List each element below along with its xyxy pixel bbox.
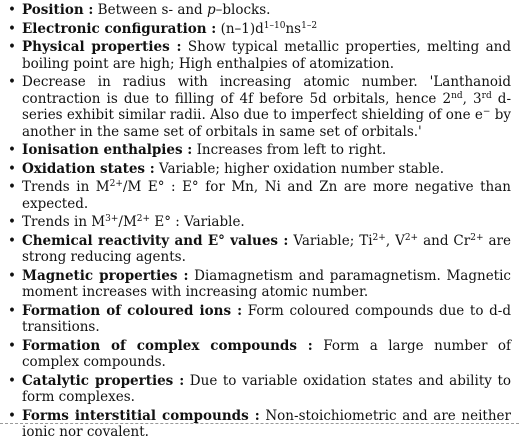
item-text: /M (118, 214, 137, 230)
superscript: 1–10 (263, 20, 286, 31)
item-text: d-series exhibit similar radii. Also due to imperfect shielding of one e (22, 90, 512, 123)
item-text: ns (285, 20, 302, 37)
item-text: Non-stoichiometric and are neither ionic nor covalent. (22, 407, 511, 440)
item-italic: p (207, 2, 216, 18)
term-label: Electronic configuration : (22, 20, 217, 37)
term-label: Ionisation enthalpies : (22, 142, 193, 158)
term-label: Formation of complex compounds : (22, 337, 313, 354)
term-label: Forms interstitial compounds : (22, 407, 260, 424)
item-text: Increases from left to right. (192, 142, 387, 158)
term-label: Formation of coloured ions : (22, 302, 243, 319)
item-text: Decrease in radius with increasing atomic number. 'Lanthanoid contraction is due to filling of 4f before 5d orbitals, hence 2 (22, 74, 511, 107)
item-text-tail: –blocks. (215, 2, 271, 18)
item-text: , V (385, 232, 405, 249)
list-item-position (22, 2, 511, 19)
superscript: 1–2 (301, 20, 318, 31)
superscript: 2+ (136, 214, 151, 224)
superscript: 2+ (372, 232, 386, 243)
superscript: 3+ (105, 214, 119, 224)
list-item-trends-m3 (22, 214, 511, 231)
item-text: Trends in M (22, 214, 106, 230)
list-item-oxidation-states (22, 161, 511, 178)
term-label: Chemical reactivity and E° values : (22, 232, 289, 249)
list-item-interstitial-compounds (22, 408, 511, 441)
term-label: Position : (22, 2, 94, 18)
item-text: (n–1)d (216, 20, 264, 37)
item-text: Form a large number of complex compounds. (22, 337, 511, 370)
superscript: − (482, 107, 491, 117)
list-item-complex-compounds (22, 338, 511, 371)
item-text: Trends in M (22, 179, 110, 195)
term-label: Catalytic properties : (22, 372, 185, 389)
bottom-divider (0, 423, 519, 424)
list-item-coloured-ions (22, 303, 511, 336)
term-label: Magnetic properties : (22, 267, 189, 284)
item-text: Show typical metallic properties, melting and boiling point are high; High enthalpies of atomization. (22, 39, 512, 72)
superscript: nd (451, 90, 463, 101)
item-text: Variable; Ti (288, 232, 373, 249)
superscript: 2+ (470, 232, 484, 243)
list-item-magnetic-properties (22, 268, 511, 301)
list-item-physical-properties (22, 39, 511, 72)
item-text: by another in the same set of orbitals in same set of orbitals.' (22, 107, 511, 140)
term-label: Physical properties : (22, 39, 182, 55)
superscript: rd (481, 90, 492, 101)
item-text: Between s- and (93, 2, 207, 18)
item-text: Form coloured compounds due to d-d transitions. (22, 302, 511, 335)
item-text: /M E° : E° for Mn, Ni and Zn are more negative than expected. (22, 179, 511, 212)
list-item-electronic-configuration (22, 21, 511, 38)
list-item-ionisation-enthalpies (22, 142, 511, 159)
item-text: are strong reducing agents. (22, 232, 511, 265)
item-text: Diamagnetism and paramagnetism. Magnetic moment increases with increasing atomic number. (22, 267, 511, 300)
list-item-chemical-reactivity (22, 233, 511, 266)
list-item-trends-m2 (22, 179, 511, 212)
superscript: 2+ (109, 179, 123, 189)
item-text: E° : Variable. (150, 214, 245, 230)
item-text: Due to variable oxidation states and ability to form complexes. (22, 372, 511, 405)
list-item-catalytic-properties (22, 373, 511, 406)
term-label: Oxidation states : (22, 160, 155, 177)
superscript: 2+ (404, 232, 419, 243)
list-item-atomic-radius (22, 74, 511, 140)
item-text: Variable; higher oxidation number stable. (154, 160, 445, 177)
item-text: and Cr (418, 232, 471, 249)
item-text: , 3 (462, 90, 482, 107)
